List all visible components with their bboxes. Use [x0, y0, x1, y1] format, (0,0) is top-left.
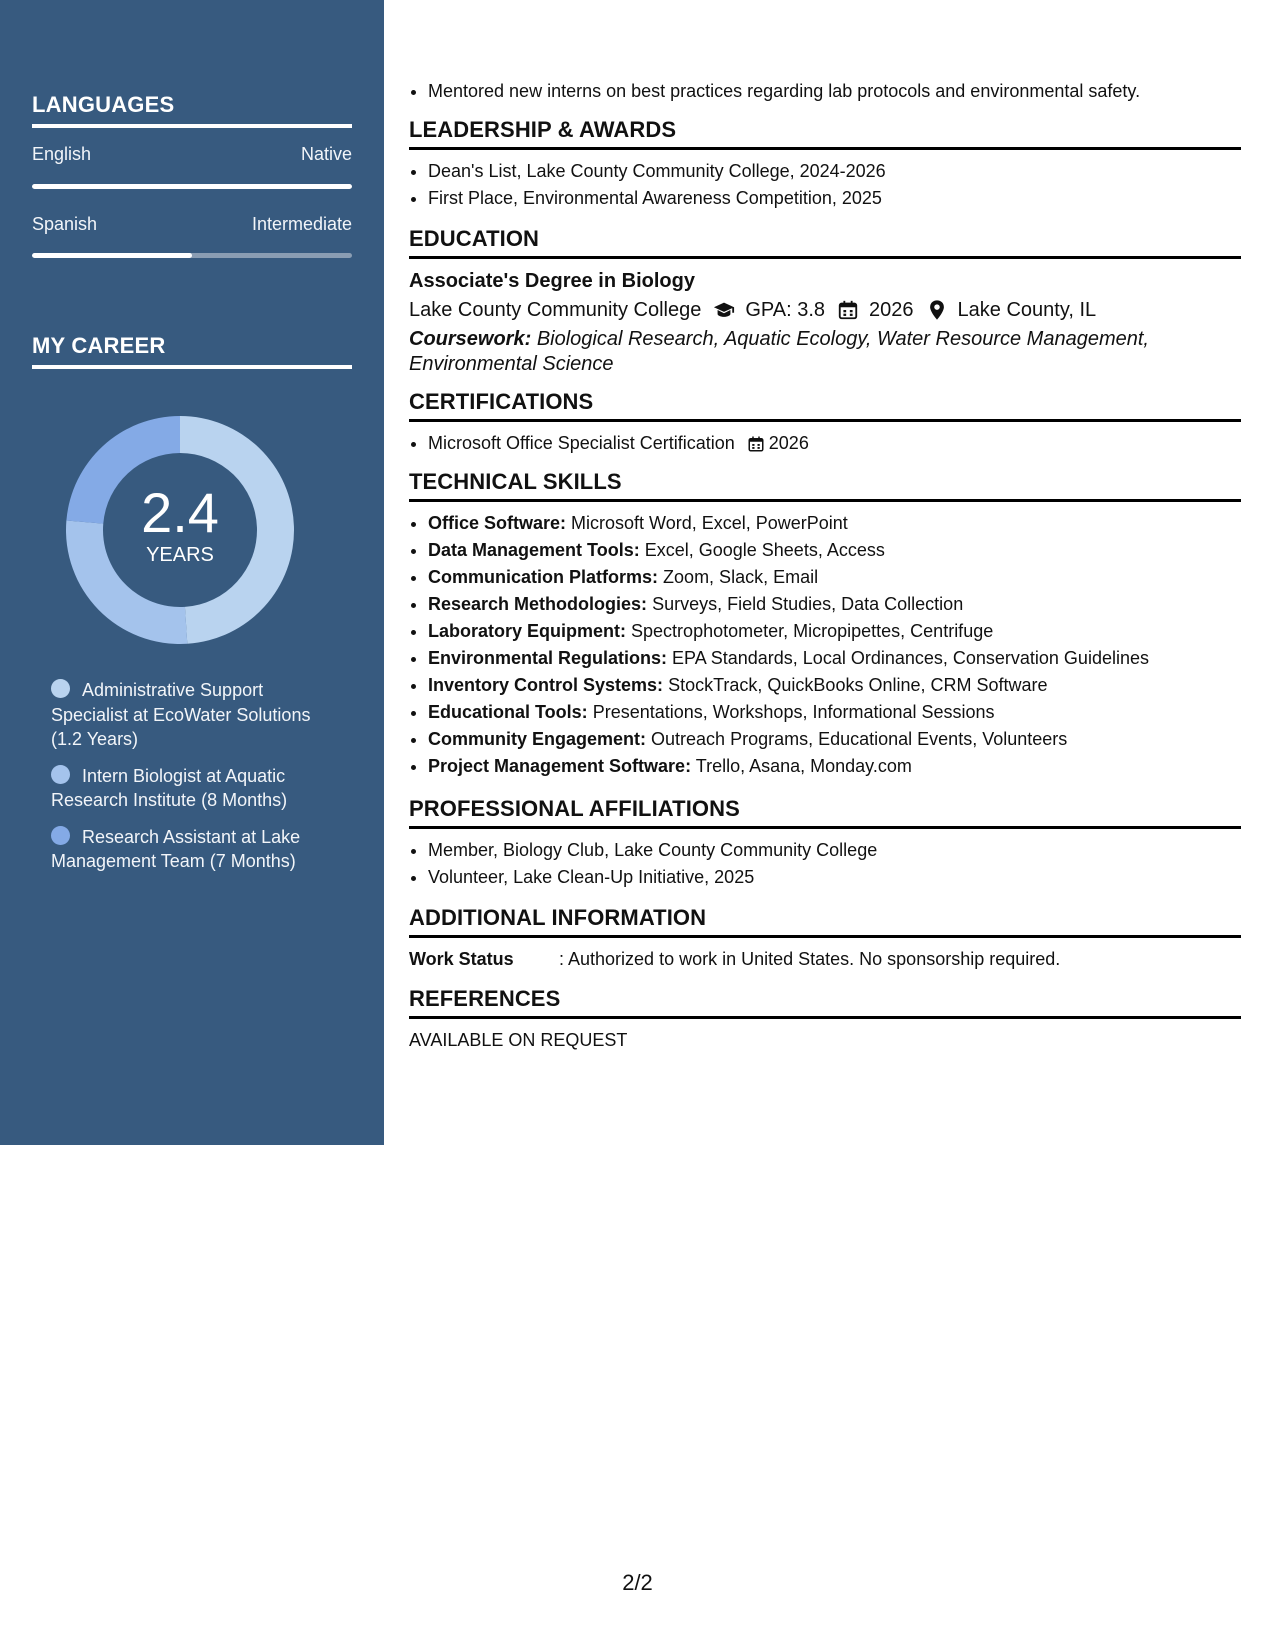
graduation-year: 2026	[869, 299, 914, 321]
additional-info-heading: ADDITIONAL INFORMATION	[409, 905, 1241, 938]
list-item: • First Place, Environmental Awareness Competition, 2025	[428, 185, 1241, 212]
language-bar-fill	[32, 184, 352, 189]
career-item-label: Research Assistant at Lake Management Team (7 Months)	[51, 826, 301, 871]
skill-value: Trello, Asana, Monday.com	[695, 756, 912, 776]
education-heading: EDUCATION	[409, 226, 1241, 259]
career-legend-item	[51, 678, 341, 752]
career-total-value: 2.4	[141, 480, 219, 544]
list-item	[428, 430, 1241, 457]
main-content	[409, 78, 1241, 1053]
skill-item	[428, 699, 1241, 726]
skill-label: Environmental Regulations:	[428, 648, 668, 668]
list-item: • Volunteer, Lake Clean-Up Initiative, 2025	[428, 864, 1241, 891]
career-item-label: Administrative Support Specialist at EcoWater Solutions (1.2 Years)	[51, 680, 311, 749]
affiliations-heading: PROFESSIONAL AFFILIATIONS	[409, 796, 1241, 829]
career-legend-item	[51, 764, 341, 813]
work-status-value: : Authorized to work in United States. No sponsorship required.	[559, 949, 1061, 969]
skill-value: Spectrophotometer, Micropipettes, Centrifuge	[631, 621, 994, 641]
skill-item	[428, 564, 1241, 591]
certifications-list	[409, 430, 1241, 457]
page-number: 2/2	[622, 1570, 653, 1595]
certification-year: 2026	[768, 433, 809, 453]
skill-label: Educational Tools:	[428, 702, 588, 722]
sidebar	[0, 0, 384, 1145]
skill-label: Communication Platforms:	[428, 567, 659, 587]
language-bar-spanish	[32, 253, 352, 258]
calendar-icon	[747, 435, 765, 453]
language-level: Native	[300, 144, 352, 164]
skills-heading: TECHNICAL SKILLS	[409, 469, 1241, 502]
language-level: Intermediate	[251, 214, 352, 234]
school-line	[409, 295, 1241, 325]
skill-label: Inventory Control Systems:	[428, 675, 664, 695]
language-row-spanish	[32, 214, 352, 235]
skill-item	[428, 726, 1241, 753]
certification-name: • Microsoft Office Specialist Certification	[428, 433, 735, 453]
language-name: Spanish	[32, 214, 98, 234]
skill-label: Project Management Software:	[428, 756, 692, 776]
calendar-icon	[837, 299, 859, 321]
legend-dot-icon	[51, 826, 70, 845]
coursework-list: Biological Research, Aquatic Ecology, Water Resource Management, Environmental Science	[409, 328, 1149, 375]
affiliations-list	[409, 837, 1241, 891]
skill-value: Outreach Programs, Educational Events, Volunteers	[651, 729, 1068, 749]
leadership-list	[409, 158, 1241, 212]
language-bar-fill	[32, 253, 192, 258]
skill-value: Surveys, Field Studies, Data Collection	[652, 594, 964, 614]
career-item-label: Intern Biologist at Aquatic Research Institute (8 Months)	[51, 765, 288, 810]
skill-value: EPA Standards, Local Ordinances, Conservation Guidelines	[672, 648, 1149, 668]
career-total-unit: YEARS	[146, 543, 214, 566]
skill-label: Laboratory Equipment:	[428, 621, 627, 641]
skill-item	[428, 618, 1241, 645]
skill-value: Presentations, Workshops, Informational Sessions	[592, 702, 995, 722]
work-status-row	[409, 946, 1241, 972]
language-name: English	[32, 144, 92, 164]
references-text: AVAILABLE ON REQUEST	[409, 1030, 628, 1050]
skill-item	[428, 591, 1241, 618]
skill-label: Data Management Tools:	[428, 540, 640, 560]
skill-value: Excel, Google Sheets, Access	[644, 540, 885, 560]
skill-value: StockTrack, QuickBooks Online, CRM Software	[668, 675, 1048, 695]
skill-value: Microsoft Word, Excel, PowerPoint	[571, 513, 848, 533]
experience-list	[409, 78, 1241, 105]
school-name: Lake County Community College	[409, 299, 702, 321]
certifications-heading: CERTIFICATIONS	[409, 389, 1241, 422]
school-location: Lake County, IL	[957, 299, 1097, 321]
skills-list	[409, 510, 1241, 780]
skill-label: Community Engagement:	[428, 729, 647, 749]
skill-value: Zoom, Slack, Email	[663, 567, 819, 587]
gpa: GPA: 3.8	[745, 299, 826, 321]
language-bar-english	[32, 184, 352, 189]
career-total	[66, 416, 294, 644]
list-item: • Dean's List, Lake County Community College, 2024-2026	[428, 158, 1241, 185]
career-heading: MY CAREER	[32, 333, 352, 369]
graduation-cap-icon	[713, 299, 735, 321]
legend-dot-icon	[51, 679, 70, 698]
languages-heading: LANGUAGES	[32, 92, 352, 128]
coursework	[409, 327, 1241, 377]
career-legend	[51, 678, 341, 886]
skill-item	[428, 672, 1241, 699]
leadership-heading: LEADERSHIP & AWARDS	[409, 117, 1241, 150]
skill-item	[428, 753, 1241, 780]
skill-label: Research Methodologies:	[428, 594, 648, 614]
references-heading: REFERENCES	[409, 986, 1241, 1019]
skill-item	[428, 510, 1241, 537]
work-status-label: Work Status	[409, 949, 514, 969]
coursework-label: Coursework:	[409, 328, 532, 350]
skill-item	[428, 645, 1241, 672]
language-row-english	[32, 144, 352, 165]
skill-label: Office Software:	[428, 513, 567, 533]
list-item: • Member, Biology Club, Lake County Community College	[428, 837, 1241, 864]
career-legend-item	[51, 825, 341, 874]
experience-bullet: • Mentored new interns on best practices regarding lab protocols and environmental safety.	[428, 78, 1241, 105]
degree-title: Associate's Degree in Biology	[409, 270, 695, 292]
legend-dot-icon	[51, 765, 70, 784]
location-pin-icon	[926, 299, 948, 321]
skill-item	[428, 537, 1241, 564]
career-donut-chart	[66, 416, 294, 644]
